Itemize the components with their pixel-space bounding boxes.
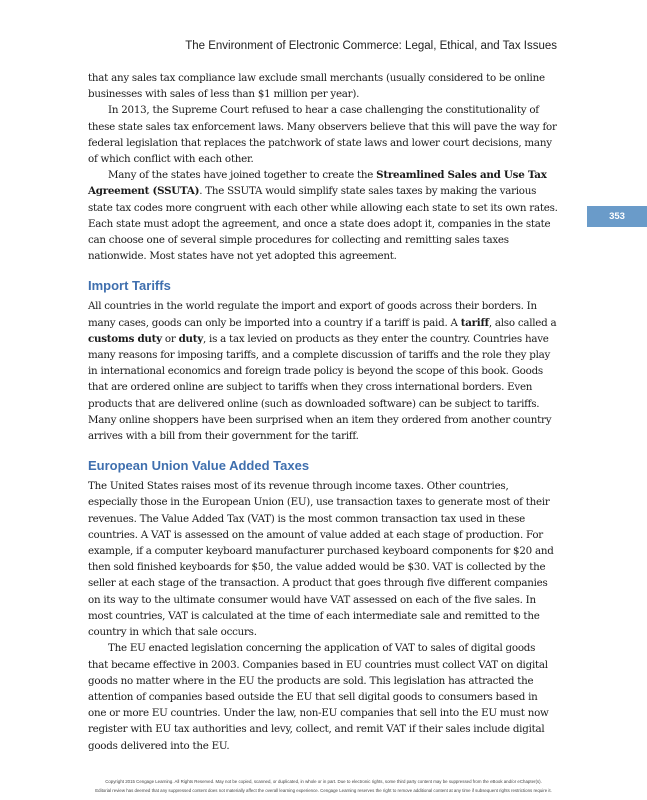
import-tariffs-paragraph (88, 298, 558, 444)
text-run: Many of the states have joined together to create the (108, 169, 377, 182)
editorial-notice: Editorial review has deemed that any suppressed content does not materially affect the overall learning experience. Cengage Learning reserves the right to remove additional content at any time if subsequent rights restrictions require it. (95, 788, 552, 793)
heading-eu-vat: European Union Value Added Taxes (88, 458, 310, 474)
intro-paragraph-1: that any sales tax compliance law exclude small merchants (usually considered to be online businesses with sales of less than $1 million per year). (88, 72, 545, 101)
page-number-tab: 353 (587, 206, 647, 227)
text-run: or (161, 332, 179, 345)
page-content (88, 70, 558, 754)
intro-paragraph-3 (88, 167, 558, 264)
term-duty: duty (178, 332, 203, 345)
eu-vat-paragraph-2: The EU enacted legislation concerning the application of VAT to sales of digital goods that became effective in 2003. Companies based in EU countries must collect VAT on digital goods no matter where in the EU the products are sold. This legislation has attracted the attention of companies based outside the EU that sell digital goods to consumers based in one or more EU countries. Under the law, non-EU companies that sell into the EU must now register with EU tax authorities and levy, collect, and remit VAT if their sales include digital goods delivered into the EU. (88, 642, 549, 752)
intro-paragraph-2: In 2013, the Supreme Court refused to hear a case challenging the constitutionality of these state sales tax enforcement laws. Many observers believe that this will pave the way for federal legislation that replaces the patchwork of state laws and lower court decisions, many of which conflict with each other. (88, 104, 557, 166)
term-tariff: tariff (460, 316, 489, 329)
text-run: , is a tax levied on products as they enter the country. Countries have many reasons for imposing tariffs, and a complete discussion of tariffs and the role they play in international economics and foreign trade policy is beyond the scope of this book. Goods that are ordered online are subject to tariffs when they cross international borders. Even products that are delivered online (such as downloaded software) can be subject to tariffs. Many online shoppers have been surprised when an item they ordered from another country arrives with a bill from their government for the tariff. (88, 332, 552, 443)
text-run: , also called a (488, 316, 557, 329)
text-run: All countries in the world regulate the import and export of goods across their borders. In many cases, goods can only be imported into a country if a tariff is paid. A (88, 300, 537, 329)
text-run: . The SSUTA would simplify state sales taxes by making the various state tax codes more congruent with each other while allowing each state to set its own rates. Each state must adopt the agreement, and once a state does adopt it, companies in the state can choose one of several simple procedures for collecting and remitting sales taxes nationwide. Most states have not yet adopted this agreement. (88, 185, 558, 263)
eu-vat-paragraph-1: The United States raises most of its revenue through income taxes. Other countries, especially those in the European Union (EU), use transaction taxes to generate most of their revenues. The Value Added Tax (VAT) is the most common transaction tax used in these countries. A VAT is assessed on the amount of value added at each stage of production. For example, if a computer keyboard manufacturer purchased keyboard components for $20 and then sold finished keyboards for $50, the value added would be $30. VAT is collected by the seller at each stage of the transaction. A product that goes through five different companies on its way to the ultimate consumer would have VAT assessed on each of the five sales. In most countries, VAT is calculated at the time of each intermediate sale and remitted to the country in which that sale occurs. (88, 480, 554, 639)
heading-import-tariffs: Import Tariffs (88, 278, 171, 294)
term-ssuta: Streamlined Sales and Use Tax Agreement (SSUTA) (88, 169, 547, 198)
term-customs-duty: customs duty (88, 332, 162, 345)
running-head: The Environment of Electronic Commerce: Legal, Ethical, and Tax Issues (185, 40, 557, 52)
copyright-notice: Copyright 2015 Cengage Learning. All Rights Reserved. May not be copied, scanned, or duplicated, in whole or in part. Due to electronic rights, some third party content may be suppressed from the eBook and/or eChapter(s). (105, 779, 542, 784)
